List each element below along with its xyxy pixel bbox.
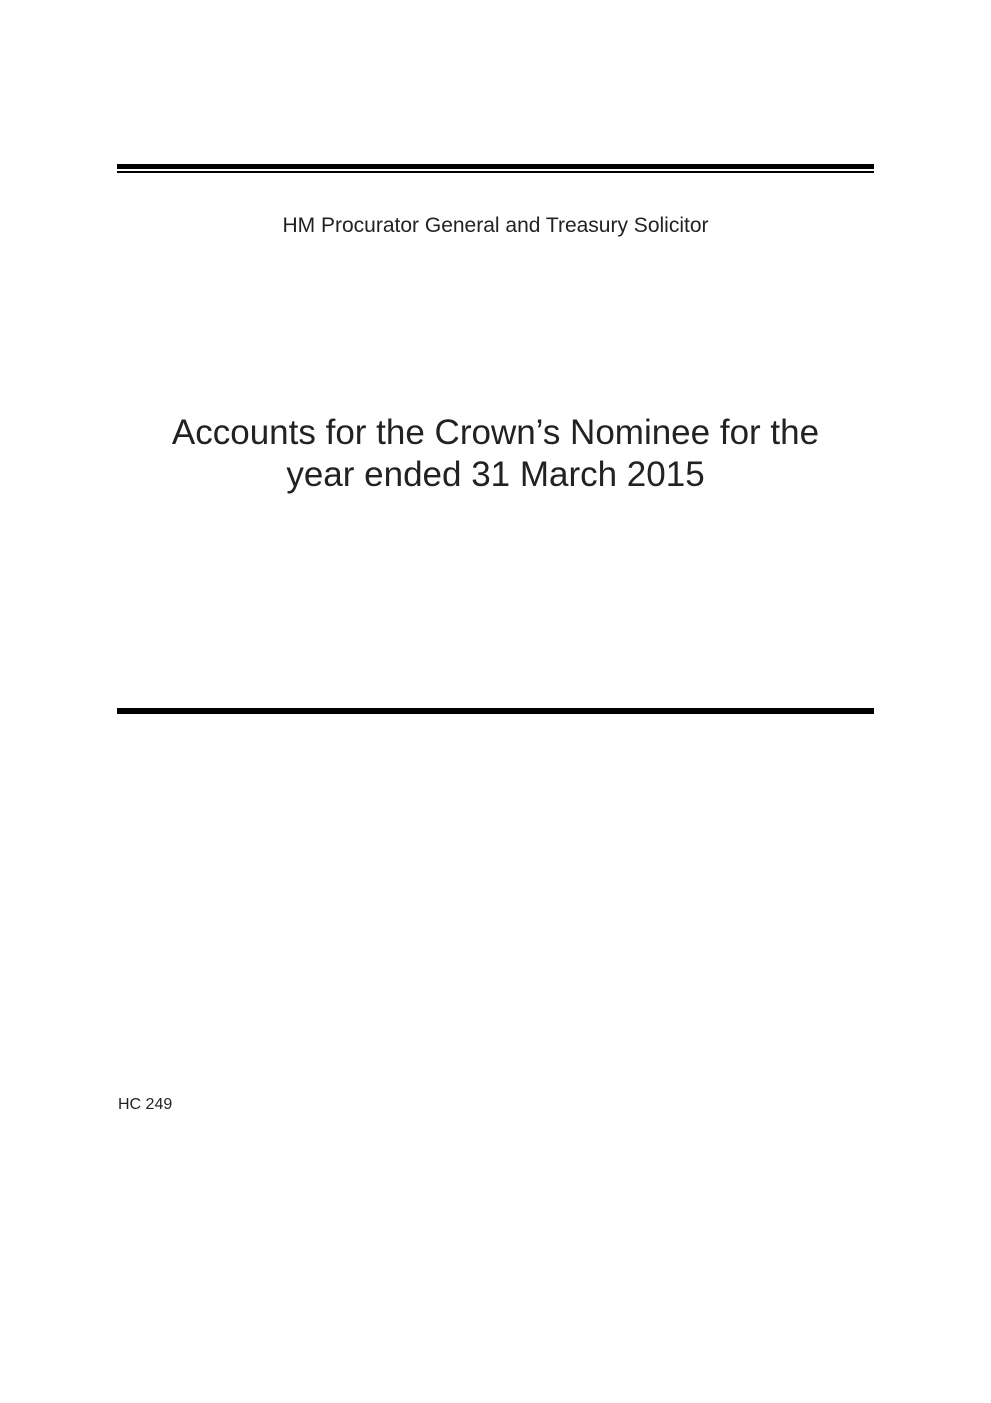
- top-rule-thick: [117, 164, 874, 169]
- title-line-1: Accounts for the Crown’s Nominee for the: [171, 413, 820, 452]
- paper-number: HC 249: [118, 1096, 173, 1113]
- title-line-2: year ended 31 March 2015: [286, 455, 705, 494]
- document-title: [0, 412, 991, 496]
- bottom-rule: [117, 708, 874, 714]
- organisation-name: HM Procurator General and Treasury Solicitor: [282, 214, 709, 237]
- top-rule-thin: [117, 171, 874, 173]
